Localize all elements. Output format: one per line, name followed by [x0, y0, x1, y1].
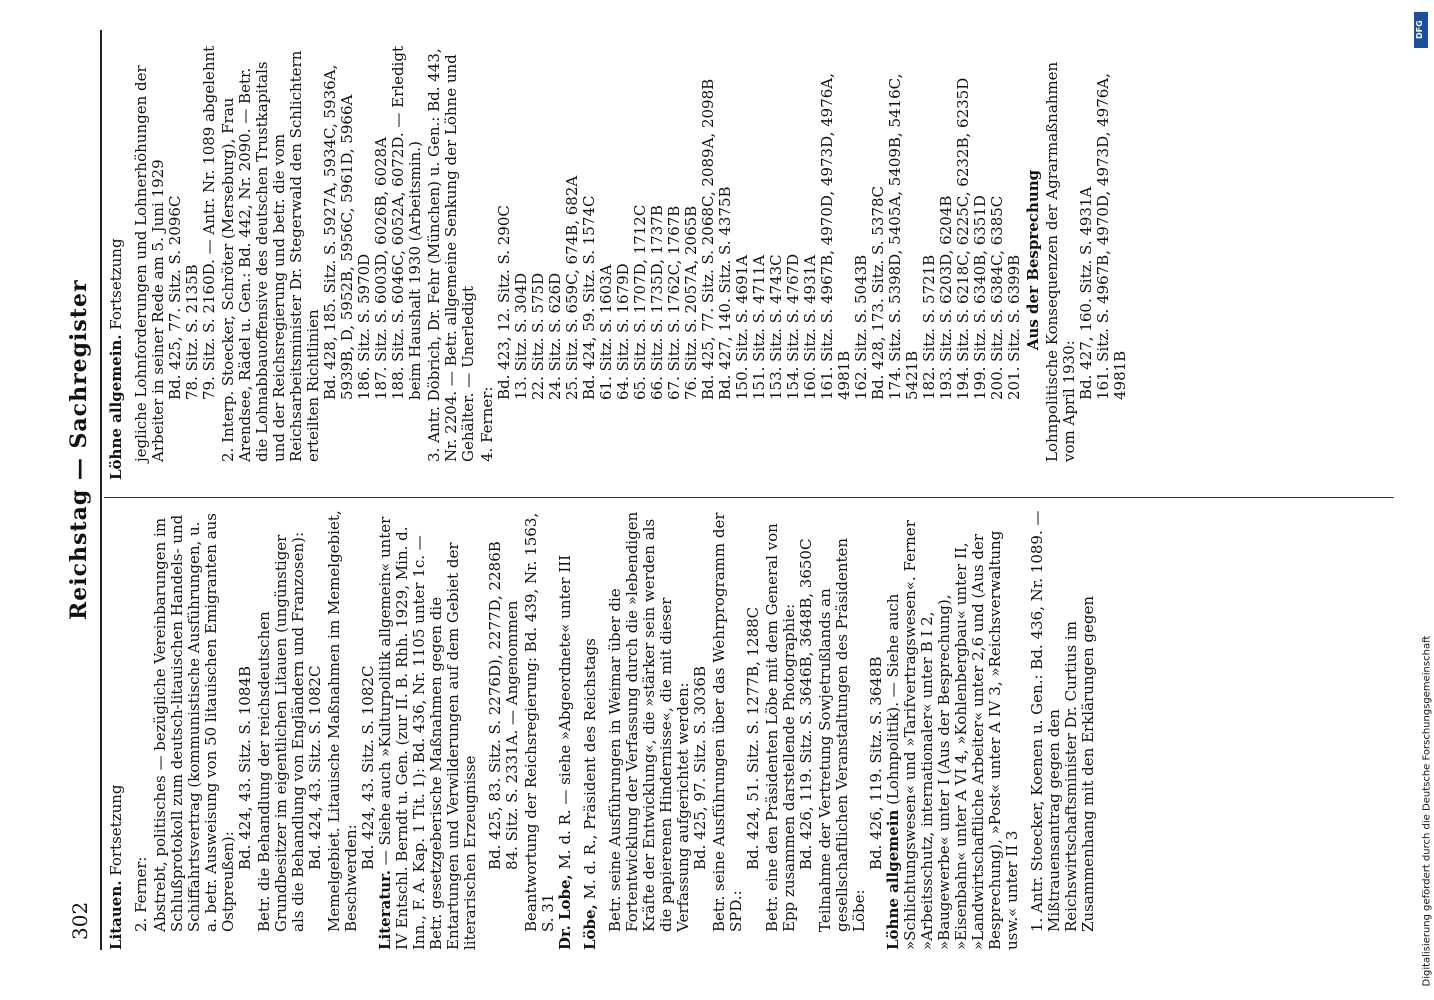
entry-text: 1. Antr. Stoecker, Koenen u. Gen.: Bd. 436, Nr. 1089. — Mißtrauensantrag gegen den Reichswirtschaftsminister Dr. Curtius im Zusammenhang mit den Erklärungen gegen — [1028, 510, 1097, 932]
column-divider — [104, 497, 1394, 498]
entry-text: 3. Antr. Döbrich, Dr. Fehr (München) u. Gen.: Bd. 443, Nr. 2204. — Betr. allgemeine Senkung der Löhne und Gehälter. — Unerledigt — [425, 48, 477, 462]
entry-text: Betr. seine Ausführungen in Weimar über die Fortentwicklung der Verfassung durch die »lebendigen Kräfte der Entwicklung«, die »stärker sein werden als die papierenen Hindernisse«, die mit dieser Verfassung aufgerichtet werden: — [606, 511, 692, 932]
reference-line: 150. Sitz. S. 4691A — [733, 255, 751, 400]
reference-line: 78. Sitz. S. 2135B — [183, 264, 201, 400]
entry-text: Teilnahme der Vertretung Sowjetrußlands an gesellschaftlichen Veranstaltungen des Präsidenten Löbe: — [816, 537, 868, 932]
entry-keyword: Dr. Lobe, — [556, 874, 574, 950]
entry-text: M. d. R., Präsident des Reichstags — [581, 638, 599, 905]
reference-line: 79. Sitz. S. 2160D. — Antr. Nr. 1089 abgelehnt — [200, 45, 218, 400]
entry-keyword: Litauen. — [107, 880, 125, 950]
reference-line: 65. Sitz. S. 1707D, 1712C — [631, 204, 649, 400]
reference-line: Bd. 427, 140. Sitz. S. 4375B — [716, 186, 734, 400]
subsection-heading: Aus der Besprechung — [1024, 169, 1042, 351]
rotated-spread — [60, 30, 1410, 950]
entry-keyword: Löhne allgemein. — [107, 334, 125, 480]
index-entry-heading — [108, 40, 125, 480]
entry-text: Fortsetzung — [107, 784, 125, 881]
reference-line: Bd. 428, 185. Sitz. S. 5927A, 5934C, 5936A, 5939B, D, 5952B, 5956C, 5961D, 5966A — [321, 64, 356, 400]
reference-line: 186. Sitz. S. 5970D — [355, 253, 373, 400]
reference-line: 67. Sitz. S. 1762C, 1767B — [665, 205, 683, 400]
reference-line: 151. Sitz. S. 4711A — [750, 255, 768, 400]
reference-line: Bd. 426, 119. Sitz. S. 3648B — [867, 656, 885, 870]
entry-text: Lohnpolitische Konsequenzen der Agrarmaßnahmen vom April 1930: — [1043, 61, 1078, 462]
entry-text: 4. Ferner: — [478, 386, 496, 462]
reference-line: 24. Sitz. S. 626D — [546, 272, 564, 400]
reference-line: 84. Sitz. S. 2331A. — Angenommen — [503, 600, 521, 870]
page-number: 302 — [68, 901, 92, 940]
reference-line: 201. Sitz. S. 6399B — [1005, 254, 1023, 400]
entry-text: Fortsetzung — [107, 238, 125, 335]
reference-line: 162. Sitz. S. 5043B — [852, 254, 870, 400]
index-entry-heading — [377, 510, 479, 950]
page-title: Reichstag — Sachregister — [66, 279, 92, 620]
reference-line: 174. Sitz. S. 5398D, 5405A, 5409B, 5416C, 5421B — [886, 73, 921, 400]
entry-text: M. d. R. — siehe »Abgeordnete« unter III — [556, 554, 574, 875]
reference-line: Bd. 424, 43. Sitz. S. 1082C — [359, 665, 377, 870]
header-rule — [100, 30, 102, 950]
reference-line: 22. Sitz. S. 575D — [529, 272, 547, 400]
reference-line: Bd. 423, 12. Sitz. S. 290C — [495, 205, 513, 400]
reference-line: Bd. 424, 59. Sitz. S. 1574C — [580, 195, 598, 400]
digitization-note: Digitalisierung gefördert durch die Deutsche Forschungsgemeinschaft — [1421, 635, 1433, 987]
index-entry-heading — [557, 510, 574, 950]
entry-text: 2. Interp. Stoecker, Schröter (Merseburg), Frau Arendsee, Rädel u. Gen.: Bd. 442, Nr. 2090. — Betr. die Lohnabbauoffensive des deutschen Trustkapitals und der Reichsregierung und betr. die vom Reichsarbeitsminister Dr. Stegerwald den Schlichtern erteilten Richtlinien — [219, 50, 322, 462]
reference-line: Bd. 425, 97. Sitz. S. 3036B — [691, 666, 709, 870]
entry-text: Memelgebiet. Litauische Maßnahmen im Memelgebiet, Beschwerden: — [325, 510, 360, 932]
digitization-sideband — [1412, 6, 1432, 996]
right-column — [108, 40, 1129, 480]
entry-keyword: Löhne allgemein — [884, 809, 902, 950]
entry-text: Beantwortung der Reichsregierung: Bd. 439, Nr. 1563, S. 31 — [522, 512, 557, 932]
entry-text: (Lohnpolitik). — Siehe auch »Schlichtungswesen« und »Tarifvertragswesen«. Ferner »Arbeitsschutz, internationaler« unter B I 2, »Baugewerbe« unter I (Aus der Besprechung), »Eisenbahn« unter A VI 4, »Kohlenbergbau« unter II, »Landwirtschaftliche Arbeiter« unter 2,6 und (Aus der Besprechung), »Post« unter A IV 3, »Reichsverwaltung usw.« unter II 3 — [884, 520, 1021, 950]
reference-line: 194. Sitz. S. 6218C, 6225C, 6232B, 6235D — [954, 77, 972, 400]
entry-text: Betr. seine Ausführungen über das Wehrprogramm der SPD.: — [710, 512, 745, 932]
entry-text: Betr. eine den Präsidenten Löbe mit dem General von Epp zusammen darstellende Photographie: — [763, 523, 798, 932]
reference-line: 199. Sitz. S. 6340B, 6351D — [971, 195, 989, 400]
reference-line: Bd. 424, 43. Sitz. S. 1082C — [306, 665, 324, 870]
reference-line: 153. Sitz. S. 4743C — [767, 254, 785, 400]
entry-text: jegliche Lohnforderungen und Lohnerhöhungen der Arbeiter in seiner Rede am 5. Juni 1929 — [132, 65, 167, 462]
entry-text: Betr. die Behandlung der reichsdeutschen Grundbesitzer im eigentlichen Litauen (ungünstiger als die Behandlung von Engländern und Franzosen): — [255, 531, 307, 932]
reference-line: 160. Sitz. S. 4931A — [801, 255, 819, 400]
reference-line: 193. Sitz. S. 6203D, 6204B — [937, 195, 955, 400]
reference-line: 66. Sitz. S. 1735D, 1737B — [648, 205, 666, 400]
reference-line: Bd. 428, 173. Sitz. S. 5378C — [869, 186, 887, 400]
page-header — [60, 30, 100, 950]
entry-text: — Siehe auch »Kulturpolitik allgemein« unter IV Entschl. Berndt u. Gen. (zur II. B. Rhh. 1929, Min. d. Inn., F. A. Kap. 1 Tit. 1): Bd. 436, Nr. 1105 unter 1c. — Betr. gesetzgeberische Maßnahmen gegen die Entartungen und Verwilderungen auf dem Gebiet der literarischen Erzeugnisse — [376, 516, 479, 950]
entry-text: 2. Ferner: — [132, 856, 150, 932]
reference-line: Bd. 427, 160. Sitz. S. 4931A — [1077, 186, 1095, 400]
dfg-logo: DFG — [1414, 12, 1428, 48]
index-entry-heading — [582, 510, 599, 950]
entry-text: Abstrebt, politisches — bezügliche Vereinbarungen im Schlußprotokoll zum deutsch-litauischen Handels- und Schiffahrtsvertrag (kommunistische Ausführungen, u. a. betr. Ausweisung von 50 litauischen Emigranten aus Ostpreußen): — [151, 513, 237, 932]
reference-line: 200. Sitz. S. 6384C, 6385C — [988, 195, 1006, 400]
reference-line: 161. Sitz. S. 4967B, 4970D, 4973D, 4976A, 4981B — [818, 73, 853, 400]
reference-line: 182. Sitz. S. 5721B — [920, 254, 938, 400]
reference-line: Bd. 424, 43. Sitz. S. 1084B — [236, 666, 254, 870]
reference-line: 187. Sitz. S. 6003D, 6026B, 6028A — [372, 137, 390, 400]
index-entry-heading — [108, 510, 125, 950]
entry-keyword: Literatur. — [376, 870, 394, 950]
reference-line: Bd. 426, 119. Sitz. S. 3646B, 3648B, 3650C — [797, 538, 815, 870]
reference-line: 161. Sitz. S. 4967B, 4970D, 4973D, 4976A, 4981B — [1094, 73, 1129, 400]
reference-line: Bd. 424, 51. Sitz. S. 1277B, 1288C — [744, 606, 762, 870]
reference-line: Bd. 425, 83. Sitz. S. 2276D), 2277D, 2286B — [486, 541, 504, 870]
entry-keyword: Löbe, — [581, 904, 599, 950]
reference-line: Bd. 425, 77. Sitz. S. 2068C, 2089A, 2098B — [699, 78, 717, 400]
reference-line: 25. Sitz. S. 659C, 674B, 682A — [563, 175, 581, 400]
reference-line: 76. Sitz. S. 2057A, 2065B — [682, 205, 700, 400]
reference-line: Bd. 425, 77. Sitz. S. 2096C — [166, 195, 184, 400]
reference-line: 13. Sitz. S. 304D — [512, 272, 530, 400]
reference-line: 61. Sitz. S. 1603A — [597, 264, 615, 400]
reference-line: 188. Sitz. S. 6046C, 6052A, 6072D. — Erledigt beim Haushalt 1930 (Arbeitsmin.) — [389, 46, 424, 400]
index-entry-heading — [885, 510, 1021, 950]
reference-line: 154. Sitz. S. 4767D — [784, 253, 802, 400]
left-column — [108, 510, 1097, 950]
reference-line: 64. Sitz. S. 1679D — [614, 263, 632, 400]
